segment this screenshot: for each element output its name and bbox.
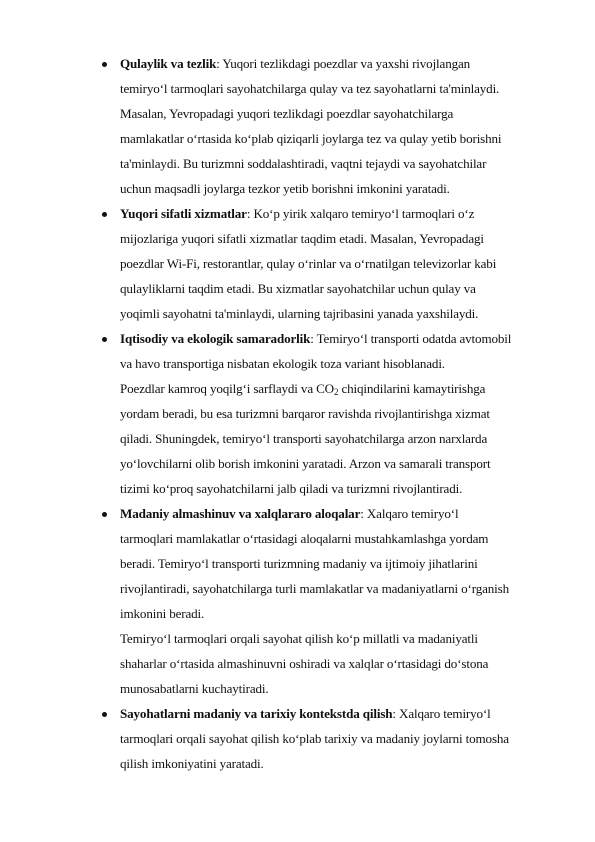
bullet-1-line-2: temiryo‘l tarmoqlari sayohatchilarga qulay va tez sayohatlarni ta'minlaydi.: [120, 81, 500, 96]
bullet-2-line-4: qulayliklarni taqdim etadi. Bu xizmatlar sayohatchilar uchun qulay va: [120, 281, 476, 296]
bullet-5-line-1: Sayohatlarni madaniy va tarixiy kontekstda qilish: Xalqaro temiryo‘l: [120, 706, 491, 721]
bullet-3-line-2: va havo transportiga nisbatan ekologik toza variant hisoblanadi.: [120, 356, 445, 371]
bullet-3-line-1: Iqtisodiy va ekologik samaradorlik: Temiryo‘l transporti odatda avtomobil: [120, 331, 512, 346]
bullet-5-term: Sayohatlarni madaniy va tarixiy kontekstda qilish: [120, 706, 393, 721]
bullet-4-line-2: tarmoqlari mamlakatlar o‘rtasidagi aloqalarni mustahkamlashga yordam: [120, 531, 489, 546]
bullet-2-line-2: mijozlariga yuqori sifatli xizmatlar taqdim etadi. Masalan, Yevropadagi: [120, 231, 484, 246]
bullet-4-line-4: rivojlantiradi, sayohatchilarga turli mamlakatlar va madaniyatlarni o‘rganish: [120, 581, 510, 596]
bullet-marker: [102, 212, 107, 217]
bullet-3-line-7: tizimi ko‘proq sayohatchilarni jalb qiladi va turizmni rivojlantiradi.: [120, 481, 463, 496]
bullet-4-line-5: imkonini beradi.: [120, 606, 205, 621]
bullet-4-line-8: munosabatlarni kuchaytiradi.: [120, 681, 269, 696]
co2-subscript: 2: [334, 387, 339, 397]
bullet-3-line-3: Poezdlar kamroq yoqilg‘i sarflaydi va $CO_2$ chiqindilarini kamaytirishga: [120, 381, 486, 397]
bullet-2-line-3: poezdlar Wi-Fi, restorantlar, qulay o‘rinlar va o‘rnatilgan televizorlar kabi: [120, 256, 497, 271]
bullet-marker: [102, 337, 107, 342]
bullet-3-line-5: qiladi. Shuningdek, temiryo‘l transporti sayohatchilarga arzon narxlarda: [120, 431, 488, 446]
bullet-1-line-4: mamlakatlar o‘rtasida ko‘plab qiziqarli joylarga tez va qulay yetib borishni: [120, 131, 502, 146]
bullet-3-line-6: yo‘lovchilarni olib borish imkonini yaratadi. Arzon va samarali transport: [120, 456, 491, 471]
bullet-marker: [102, 712, 107, 717]
bullet-4-term: Madaniy almashinuv va xalqlararo aloqalar: [120, 506, 361, 521]
bullet-1-line-3: Masalan, Yevropadagi yuqori tezlikdagi poezdlar sayohatchilarga: [120, 106, 454, 121]
bullet-2-line-5: yoqimli sayohatni ta'minlaydi, ularning tajribasini yanada yaxshilaydi.: [120, 306, 479, 321]
bullet-1-line-6: uchun maqsadli joylarga tezkor yetib borishni imkonini yaratadi.: [120, 181, 450, 196]
bullet-marker: [102, 512, 107, 517]
bullet-4-line-1: Madaniy almashinuv va xalqlararo aloqalar: Xalqaro temiryo‘l: [120, 506, 459, 521]
bullet-1-term: Qulaylik va tezlik: [120, 56, 217, 71]
bullet-4-line-7: shaharlar o‘rtasida almashinuvni oshiradi va xalqlar o‘rtasidagi do‘stona: [120, 656, 489, 671]
bullet-4-line-6: Temiryo‘l tarmoqlari orqali sayohat qilish ko‘p millatli va madaniyatli: [120, 631, 478, 646]
bullet-1-line-1: Qulaylik va tezlik: Yuqori tezlikdagi poezdlar va yaxshi rivojlangan: [120, 56, 471, 71]
bullet-3-line-4: yordam beradi, bu esa turizmni barqaror ravishda rivojlantirishga xizmat: [120, 406, 490, 421]
bullet-5-line-2: tarmoqlari orqali sayohat qilish ko‘plab tarixiy va madaniy joylarni tomosha: [120, 731, 509, 746]
bullet-5-line-3: qilish imkoniyatini yaratadi.: [120, 756, 264, 771]
bullet-4-line-3: beradi. Temiryo‘l transporti turizmning madaniy va ijtimoiy jihatlarini: [120, 556, 478, 571]
bullet-1-line-5: ta'minlaydi. Bu turizmni soddalashtiradi, vaqtni tejaydi va sayohatchilar: [120, 156, 487, 171]
bullet-3-term: Iqtisodiy va ekologik samaradorlik: [120, 331, 311, 346]
bullet-marker: [102, 62, 107, 67]
bullet-2-line-1: Yuqori sifatli xizmatlar: Ko‘p yirik xalqaro temiryo‘l tarmoqlari o‘z: [120, 206, 475, 221]
bullet-2-term: Yuqori sifatli xizmatlar: [120, 206, 247, 221]
